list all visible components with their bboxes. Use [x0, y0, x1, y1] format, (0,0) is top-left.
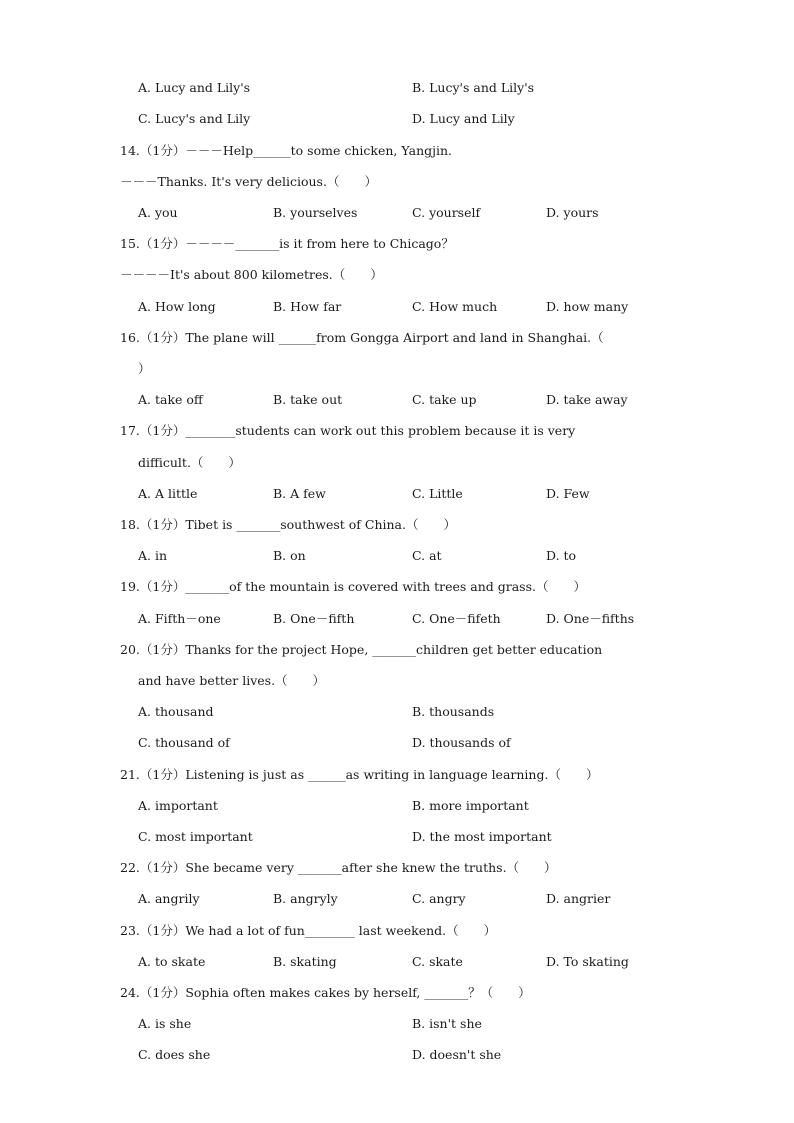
q22-option-a[interactable]: A. angrily	[138, 891, 200, 906]
q17-option-b[interactable]: B. A few	[273, 486, 326, 501]
q15-stem: 15.（1分）－－－－_______is it from here to Chicago？	[120, 236, 454, 251]
q14-option-b[interactable]: B. yourselves	[273, 205, 358, 220]
q16-option-b[interactable]: B. take out	[273, 392, 343, 407]
q21-option-c[interactable]: C. most important	[138, 829, 253, 844]
q21-stem: 21.（1分）Listening is just as ______as writing in language learning.（ ）	[120, 767, 599, 782]
q19-option-c[interactable]: C. One－fifeth	[412, 611, 501, 626]
q16-stem-line2: ）	[138, 361, 151, 376]
q17-option-a[interactable]: A. A little	[138, 486, 198, 501]
q18-option-d[interactable]: D. to	[546, 548, 577, 563]
q20-option-d[interactable]: D. thousands of	[412, 735, 511, 750]
q24-option-b[interactable]: B. isn't she	[412, 1016, 482, 1031]
q13-option-b[interactable]: B. Lucy's and Lily's	[412, 80, 535, 95]
q16-stem: 16.（1分）The plane will ______from Gongga Airport and land in Shanghai.（	[120, 330, 604, 345]
q24-stem: 24.（1分）Sophia often makes cakes by herself, _______？（ ）	[120, 985, 531, 1000]
q13-option-a[interactable]: A. Lucy and Lily's	[138, 80, 251, 95]
q19-option-d[interactable]: D. One－fifths	[546, 611, 635, 626]
q14-option-a[interactable]: A. you	[138, 205, 178, 220]
q23-option-a[interactable]: A. to skate	[138, 954, 206, 969]
q22-option-b[interactable]: B. angryly	[273, 891, 338, 906]
q15-option-b[interactable]: B. How far	[273, 299, 342, 314]
q16-option-c[interactable]: C. take up	[412, 392, 477, 407]
q14-stem: 14.（1分）－－－Help______to some chicken, Yangjin.	[120, 143, 453, 158]
q13-option-d[interactable]: D. Lucy and Lily	[412, 111, 515, 126]
q18-option-a[interactable]: A. in	[138, 548, 168, 563]
q17-stem: 17.（1分）________students can work out this problem because it is very	[120, 423, 576, 438]
q16-option-d[interactable]: D. take away	[546, 392, 628, 407]
q20-option-b[interactable]: B. thousands	[412, 704, 495, 719]
q14-stem-line2: －－－Thanks. It's very delicious.（ ）	[120, 174, 377, 189]
q18-option-b[interactable]: B. on	[273, 548, 306, 563]
q20-stem-line2: and have better lives.（ ）	[138, 673, 326, 688]
q19-option-a[interactable]: A. Fifth－one	[138, 611, 221, 626]
q13-option-c[interactable]: C. Lucy's and Lily	[138, 111, 251, 126]
q17-option-d[interactable]: D. Few	[546, 486, 590, 501]
q15-option-a[interactable]: A. How long	[138, 299, 216, 314]
q22-stem: 22.（1分）She became very _______after she knew the truths.（ ）	[120, 860, 557, 875]
q20-option-c[interactable]: C. thousand of	[138, 735, 230, 750]
q14-option-d[interactable]: D. yours	[546, 205, 599, 220]
q20-stem: 20.（1分）Thanks for the project Hope, _______children get better education	[120, 642, 603, 657]
q20-option-a[interactable]: A. thousand	[138, 704, 214, 719]
q22-option-c[interactable]: C. angry	[412, 891, 466, 906]
q15-option-d[interactable]: D. how many	[546, 299, 629, 314]
q24-option-d[interactable]: D. doesn't she	[412, 1047, 502, 1062]
q19-option-b[interactable]: B. One－fifth	[273, 611, 355, 626]
q22-option-d[interactable]: D. angrier	[546, 891, 611, 906]
q24-option-c[interactable]: C. does she	[138, 1047, 211, 1062]
q15-option-c[interactable]: C. How much	[412, 299, 498, 314]
q16-option-a[interactable]: A. take off	[138, 392, 203, 407]
q23-stem: 23.（1分）We had a lot of fun________ last weekend.（ ）	[120, 923, 497, 938]
q23-option-d[interactable]: D. To skating	[546, 954, 629, 969]
q23-option-b[interactable]: B. skating	[273, 954, 337, 969]
q15-stem-line2: －－－－It's about 800 kilometres.（ ）	[120, 267, 383, 282]
q24-option-a[interactable]: A. is she	[138, 1016, 192, 1031]
q17-stem-line2: difficult.（ ）	[138, 455, 241, 470]
q23-option-c[interactable]: C. skate	[412, 954, 463, 969]
q21-option-b[interactable]: B. more important	[412, 798, 529, 813]
q19-stem: 19.（1分）_______of the mountain is covered with trees and grass.（ ）	[120, 579, 586, 594]
q14-option-c[interactable]: C. yourself	[412, 205, 481, 220]
q21-option-d[interactable]: D. the most important	[412, 829, 552, 844]
q21-option-a[interactable]: A. important	[138, 798, 218, 813]
q17-option-c[interactable]: C. Little	[412, 486, 463, 501]
q18-stem: 18.（1分）Tibet is _______southwest of China.（ ）	[120, 517, 456, 532]
q18-option-c[interactable]: C. at	[412, 548, 442, 563]
